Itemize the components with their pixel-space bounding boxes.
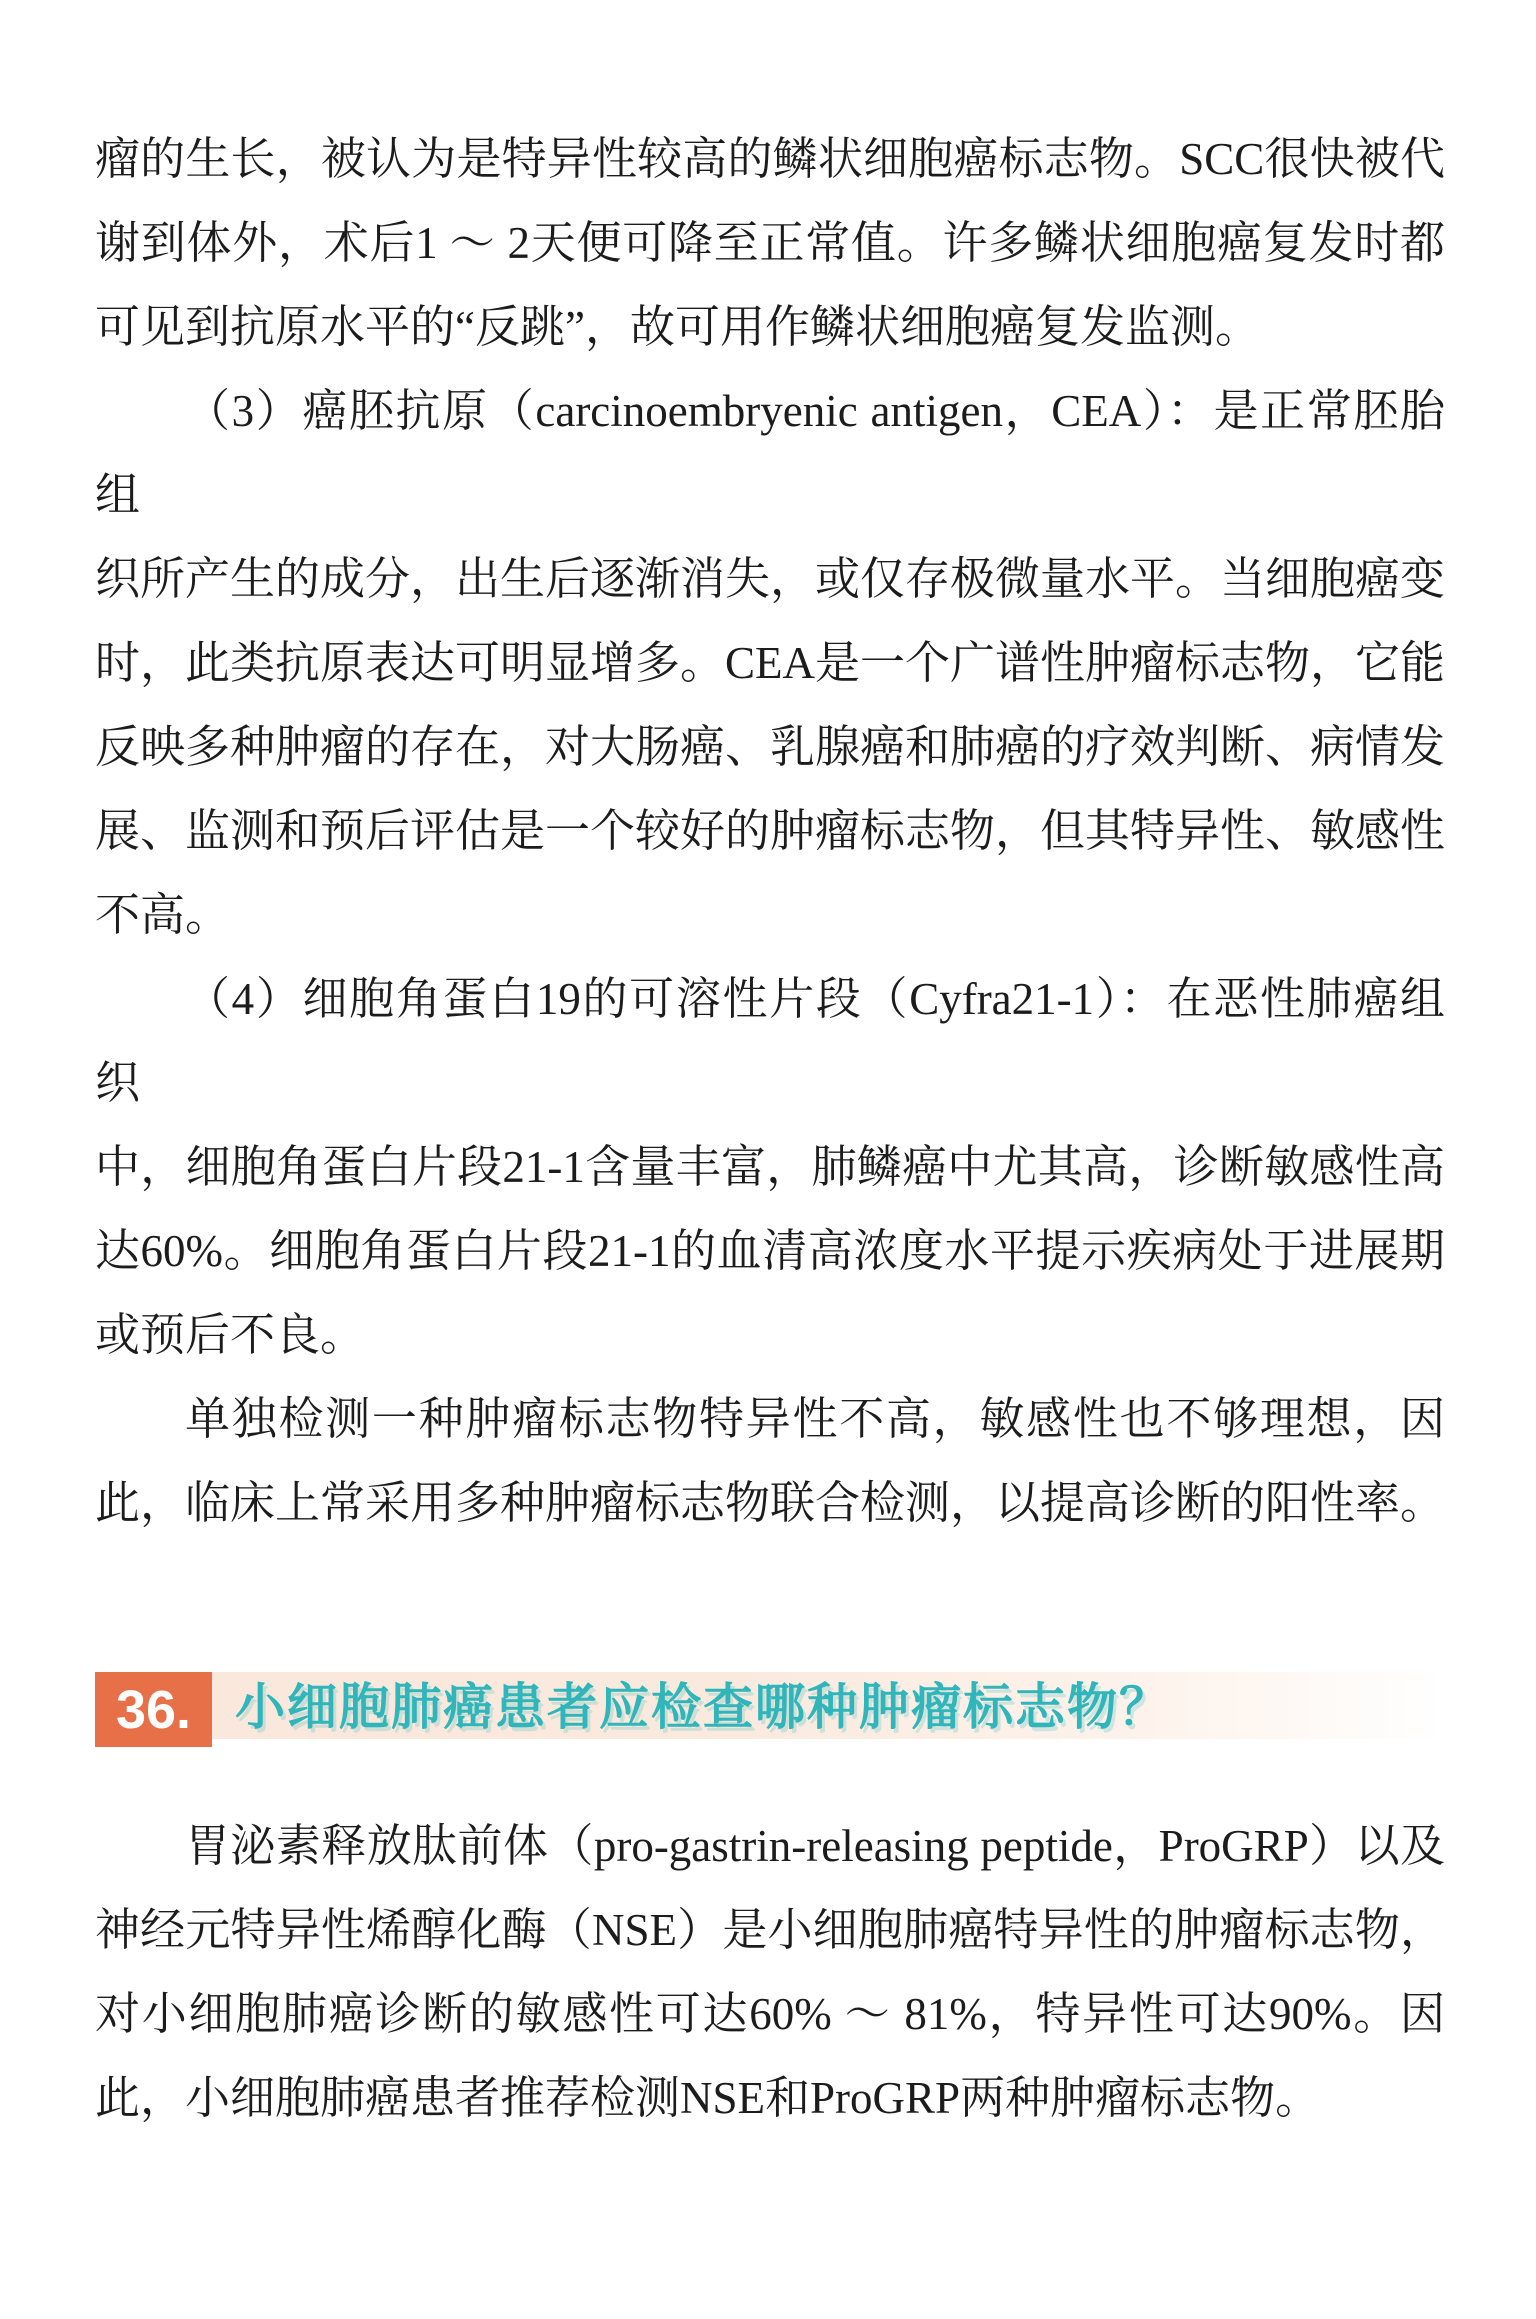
body-line: （4）细胞角蛋白19的可溶性片段（Cyfra21-1）：在恶性肺癌组织 bbox=[95, 974, 1445, 1108]
body-line: 或预后不良。 bbox=[95, 1310, 366, 1360]
section-heading bbox=[95, 1672, 1445, 1747]
section-title: 小细胞肺癌患者应检查哪种肿瘤标志物？ bbox=[235, 1679, 1171, 1735]
body-line: （3）癌胚抗原（carcinoembryenic antigen，CEA）：是正常胚胎组 bbox=[95, 386, 1445, 520]
body-line: 瘤的生长，被认为是特异性较高的鳞状细胞癌标志物。SCC很快被代 bbox=[95, 134, 1445, 184]
body-line: 时，此类抗原表达可明显增多。CEA是一个广谱性肿瘤标志物，它能 bbox=[95, 638, 1446, 688]
body-line: 达60%。细胞角蛋白片段21-1的血清高浓度水平提示疾病处于进展期 bbox=[95, 1226, 1445, 1276]
body-line: 单独检测一种肿瘤标志物特异性不高，敏感性也不够理想，因 bbox=[185, 1394, 1445, 1444]
body-line: 展、监测和预后评估是一个较好的肿瘤标志物，但其特异性、敏感性 bbox=[95, 806, 1446, 856]
body-line: 反映多种肿瘤的存在，对大肠癌、乳腺癌和肺癌的疗效判断、病情发 bbox=[95, 722, 1446, 772]
body-line: 胃泌素释放肽前体（pro-gastrin-releasing peptide，ProGRP）以及 bbox=[185, 1821, 1445, 1871]
body-line: 此，小细胞肺癌患者推荐检测NSE和ProGRP两种肿瘤标志物。 bbox=[95, 2073, 1321, 2123]
body-line: 谢到体外，术后1 ～ 2天便可降至正常值。许多鳞状细胞癌复发时都 bbox=[95, 218, 1445, 268]
body-line: 织所产生的成分，出生后逐渐消失，或仅存极微量水平。当细胞癌变 bbox=[95, 554, 1446, 604]
body-line: 中，细胞角蛋白片段21-1含量丰富，肺鳞癌中尤其高，诊断敏感性高 bbox=[95, 1142, 1445, 1192]
body-line: 不高。 bbox=[95, 890, 231, 940]
body-line: 对小细胞肺癌诊断的敏感性可达60% ～ 81%，特异性可达90%。因 bbox=[95, 1989, 1445, 2039]
body-line: 此，临床上常采用多种肿瘤标志物联合检测，以提高诊断的阳性率。 bbox=[95, 1478, 1446, 1528]
body-text-column bbox=[95, 117, 1445, 2140]
body-line: 神经元特异性烯醇化酶（NSE）是小细胞肺癌特异性的肿瘤标志物， bbox=[95, 1905, 1445, 1955]
section-number-box bbox=[95, 1672, 212, 1747]
body-line: 可见到抗原水平的“反跳”，故可用作鳞状细胞癌复发监测。 bbox=[95, 302, 1260, 352]
section-number: 36. bbox=[115, 1679, 192, 1740]
